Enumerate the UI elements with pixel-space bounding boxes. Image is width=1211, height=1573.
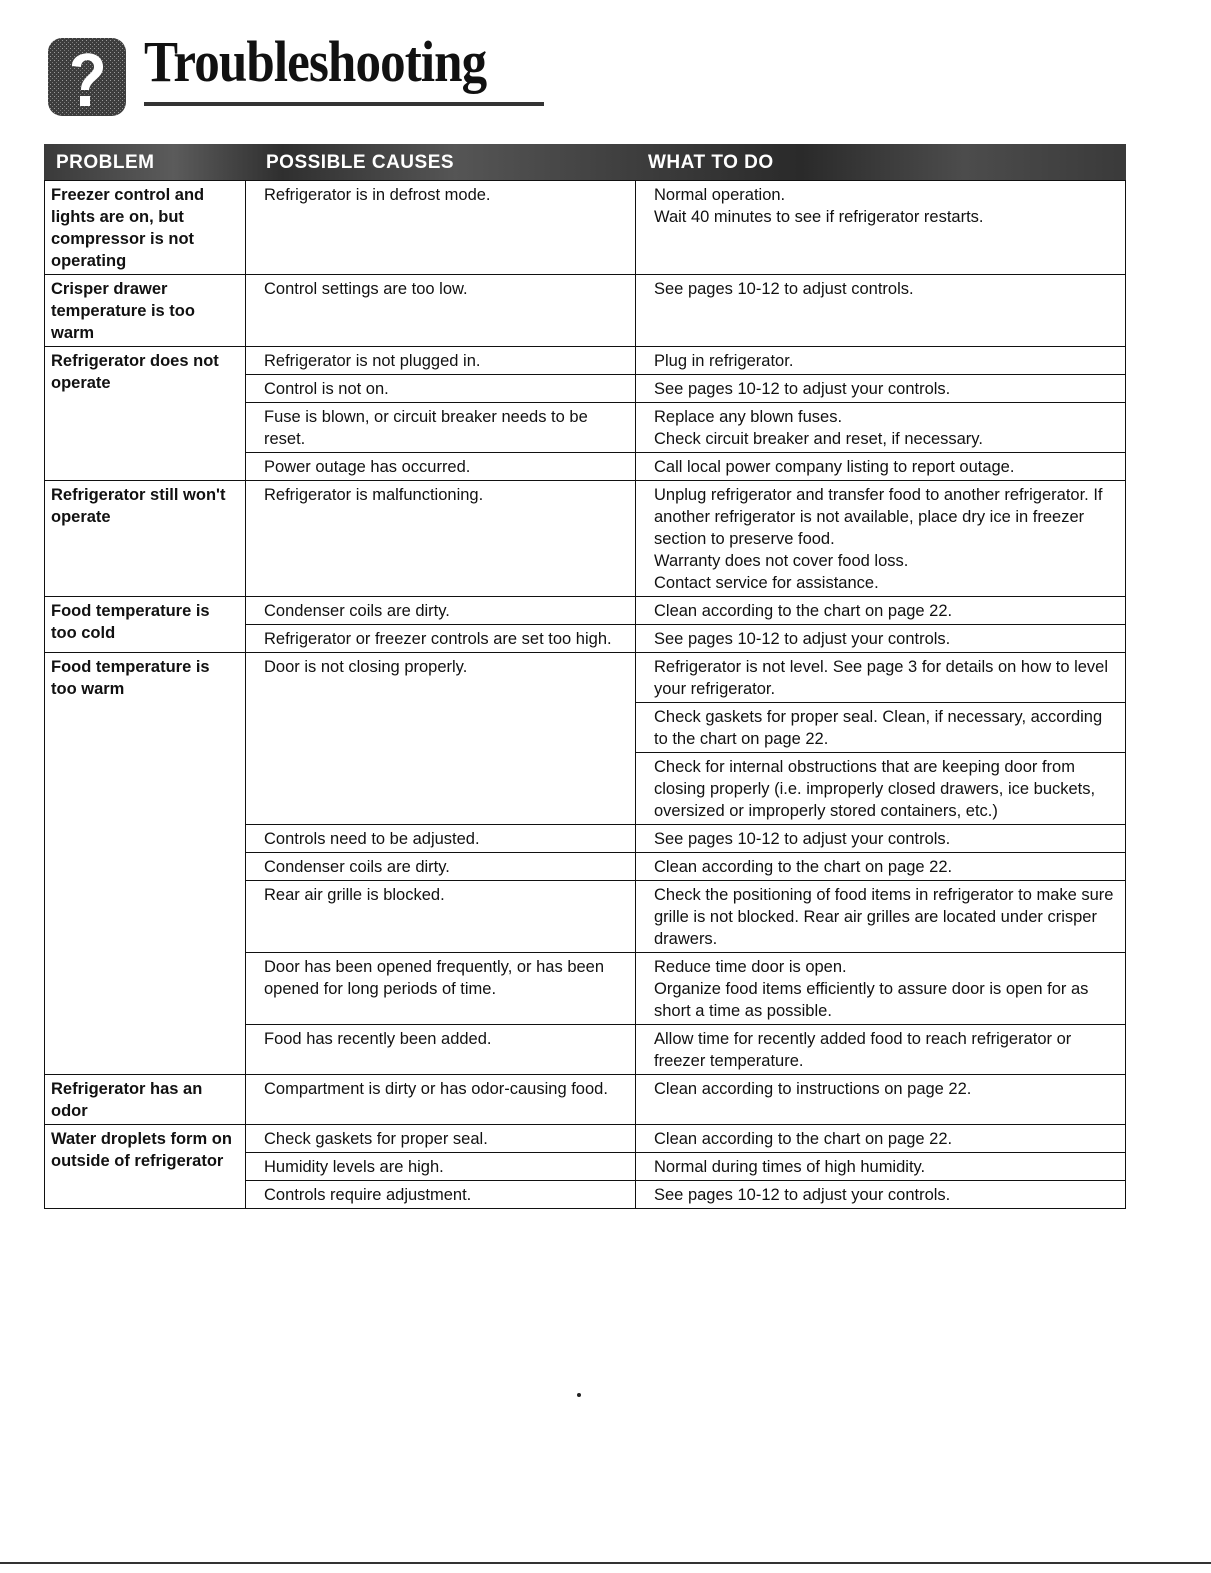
cause-cell: Refrigerator is not plugged in. bbox=[246, 347, 636, 375]
troubleshooting-grid bbox=[44, 180, 1126, 1209]
text-line: Normal operation. bbox=[654, 186, 786, 204]
what-to-do-cell: Plug in refrigerator. bbox=[636, 347, 1126, 375]
what-to-do-cell: Check gaskets for proper seal. Clean, if necessary, according to the chart on page 22. bbox=[636, 703, 1126, 753]
text-line: Wait 40 minutes to see if refrigerator restarts. bbox=[654, 208, 984, 226]
cause-cell: Condenser coils are dirty. bbox=[246, 853, 636, 881]
stray-dot bbox=[577, 1393, 581, 1397]
page-title: Troubleshooting bbox=[144, 29, 487, 94]
header-problem: PROBLEM bbox=[56, 152, 155, 173]
table-row bbox=[45, 481, 1126, 597]
header-possible-causes: POSSIBLE CAUSES bbox=[266, 152, 455, 173]
cause-cell bbox=[246, 753, 636, 825]
cause-cell: Door has been opened frequently, or has been opened for long periods of time. bbox=[246, 953, 636, 1025]
what-to-do-cell: See pages 10-12 to adjust your controls. bbox=[636, 1181, 1126, 1209]
header-what-to-do: WHAT TO DO bbox=[648, 152, 774, 173]
cause-cell: Humidity levels are high. bbox=[246, 1153, 636, 1181]
what-to-do-cell bbox=[636, 481, 1126, 597]
what-to-do-cell: Check the positioning of food items in refrigerator to make sure grille is not blocked. Rear air grilles are located under crisper drawers. bbox=[636, 881, 1126, 953]
cause-cell: Refrigerator is in defrost mode. bbox=[246, 181, 636, 275]
what-to-do-cell bbox=[636, 403, 1126, 453]
problem-cell: Refrigerator has an odor bbox=[45, 1075, 246, 1125]
problem-cell: Water droplets form on outside of refrigerator bbox=[45, 1125, 246, 1209]
text-line: Reduce time door is open. bbox=[654, 958, 847, 976]
table-row bbox=[45, 1075, 1126, 1125]
text-line: Warranty does not cover food loss. bbox=[654, 552, 909, 570]
text-line: Unplug refrigerator and transfer food to another refrigerator. If another refrigerator is not available, place dry ice in freezer section to preserve food. bbox=[654, 486, 1103, 548]
what-to-do-cell bbox=[636, 953, 1126, 1025]
what-to-do-cell: See pages 10-12 to adjust your controls. bbox=[636, 375, 1126, 403]
cause-cell: Food has recently been added. bbox=[246, 1025, 636, 1075]
cause-cell: Rear air grille is blocked. bbox=[246, 881, 636, 953]
table-row bbox=[45, 597, 1126, 625]
cause-cell bbox=[246, 703, 636, 753]
what-to-do-cell: Allow time for recently added food to reach refrigerator or freezer temperature. bbox=[636, 1025, 1126, 1075]
text-line: Check circuit breaker and reset, if necessary. bbox=[654, 430, 983, 448]
cause-cell: Compartment is dirty or has odor-causing food. bbox=[246, 1075, 636, 1125]
cause-cell: Refrigerator or freezer controls are set too high. bbox=[246, 625, 636, 653]
text-line: Organize food items efficiently to assure door is open for as short a time as possible. bbox=[654, 980, 1089, 1020]
what-to-do-cell: Refrigerator is not level. See page 3 for details on how to level your refrigerator. bbox=[636, 653, 1126, 703]
cause-cell: Refrigerator is malfunctioning. bbox=[246, 481, 636, 597]
table-row bbox=[45, 1125, 1126, 1153]
table-header bbox=[44, 144, 1126, 180]
cause-cell: Power outage has occurred. bbox=[246, 453, 636, 481]
problem-cell: Freezer control and lights are on, but compressor is not operating bbox=[45, 181, 246, 275]
what-to-do-cell: Normal during times of high humidity. bbox=[636, 1153, 1126, 1181]
cause-cell: Control settings are too low. bbox=[246, 275, 636, 347]
title-underline bbox=[144, 102, 544, 106]
what-to-do-cell bbox=[636, 181, 1126, 275]
problem-cell: Crisper drawer temperature is too warm bbox=[45, 275, 246, 347]
what-to-do-cell: See pages 10-12 to adjust controls. bbox=[636, 275, 1126, 347]
what-to-do-cell: See pages 10-12 to adjust your controls. bbox=[636, 825, 1126, 853]
table-row bbox=[45, 347, 1126, 375]
what-to-do-cell: Clean according to the chart on page 22. bbox=[636, 597, 1126, 625]
cause-cell: Door is not closing properly. bbox=[246, 653, 636, 703]
page-header bbox=[46, 26, 506, 116]
cause-cell: Condenser coils are dirty. bbox=[246, 597, 636, 625]
problem-cell: Refrigerator does not operate bbox=[45, 347, 246, 481]
what-to-do-cell: Clean according to the chart on page 22. bbox=[636, 1125, 1126, 1153]
cause-cell: Controls need to be adjusted. bbox=[246, 825, 636, 853]
what-to-do-cell: Clean according to instructions on page 22. bbox=[636, 1075, 1126, 1125]
table-row bbox=[45, 653, 1126, 703]
text-line: Replace any blown fuses. bbox=[654, 408, 843, 426]
cause-cell: Controls require adjustment. bbox=[246, 1181, 636, 1209]
cause-cell: Check gaskets for proper seal. bbox=[246, 1125, 636, 1153]
question-mark-icon bbox=[46, 36, 128, 118]
what-to-do-cell: See pages 10-12 to adjust your controls. bbox=[636, 625, 1126, 653]
page-bottom-rule bbox=[0, 1562, 1211, 1564]
problem-cell: Refrigerator still won't operate bbox=[45, 481, 246, 597]
cause-cell: Fuse is blown, or circuit breaker needs to be reset. bbox=[246, 403, 636, 453]
troubleshooting-table bbox=[44, 144, 1126, 1209]
what-to-do-cell: Call local power company listing to report outage. bbox=[636, 453, 1126, 481]
problem-cell: Food temperature is too cold bbox=[45, 597, 246, 653]
table-row bbox=[45, 275, 1126, 347]
table-row bbox=[45, 181, 1126, 275]
text-line: Contact service for assistance. bbox=[654, 574, 879, 592]
what-to-do-cell: Clean according to the chart on page 22. bbox=[636, 853, 1126, 881]
what-to-do-cell: Check for internal obstructions that are keeping door from closing properly (i.e. improperly closed drawers, ice buckets, oversized or improperly stored containers, etc.) bbox=[636, 753, 1126, 825]
problem-cell: Food temperature is too warm bbox=[45, 653, 246, 1075]
cause-cell: Control is not on. bbox=[246, 375, 636, 403]
